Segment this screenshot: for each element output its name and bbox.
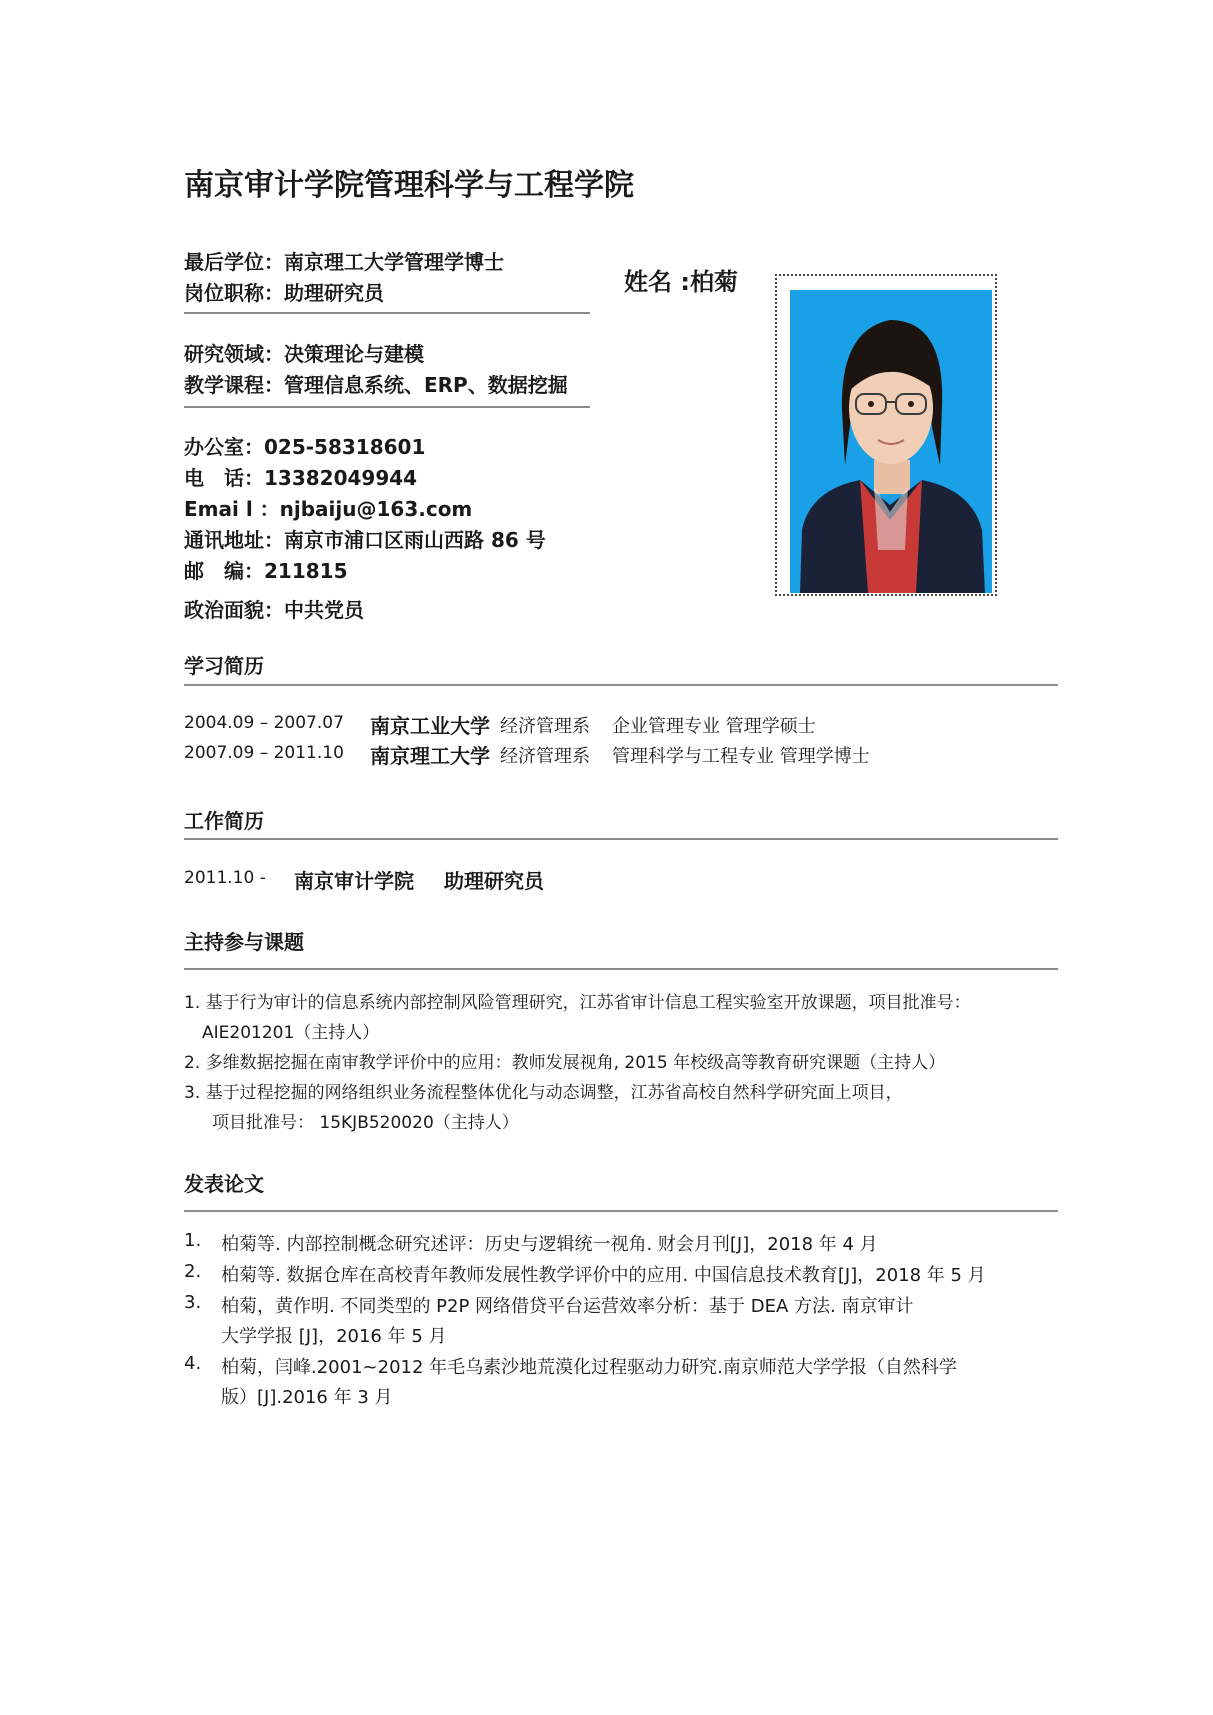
papers-heading: 发表论文 [184, 1172, 264, 1196]
address-line: 通讯地址：南京市浦口区雨山西路 86 号 [184, 528, 546, 552]
divider [184, 968, 1058, 970]
research-line: 研究领域：决策理论与建模 [184, 342, 424, 366]
project-line: AIE201201（主持人） [202, 1023, 380, 1043]
phone-line: 电 话：13382049944 [184, 466, 418, 490]
projects-heading: 主持参与课题 [184, 930, 304, 954]
politics-line: 政治面貌：中共党员 [184, 598, 364, 622]
postcode-line: 邮 编：211815 [184, 559, 348, 583]
degree-line: 最后学位：南京理工大学管理学博士 [184, 250, 504, 274]
paper-line: 版）[J].2016 年 3 月 [221, 1387, 393, 1408]
project-line: 2. 多维数据挖掘在南审教学评价中的应用：教师发展视角, 2015 年校级高等教育研究课题（主持人） [184, 1053, 946, 1073]
paper-line: 柏菊等. 数据仓库在高校青年教师发展性教学评价中的应用. 中国信息技术教育[J]，2018 年 5 月 [221, 1265, 986, 1286]
edu-dept: 经济管理系 [500, 716, 590, 737]
position-line: 岗位职称：助理研究员 [184, 281, 384, 305]
paper-number: 1. [184, 1230, 202, 1251]
edu-school: 南京工业大学 [370, 714, 490, 738]
name-label: 姓名 :柏菊 [624, 268, 738, 296]
paper-line: 大学学报 [J]，2016 年 5 月 [221, 1326, 447, 1347]
courses-line: 教学课程：管理信息系统、ERP、数据挖掘 [184, 373, 568, 397]
edu-dept: 经济管理系 [500, 746, 590, 767]
work-title: 助理研究员 [444, 869, 544, 893]
portrait-photo [790, 290, 992, 593]
paper-line: 柏菊，黄作明. 不同类型的 P2P 网络借贷平台运营效率分析：基于 DEA 方法. 南京审计 [221, 1296, 914, 1317]
divider [184, 312, 590, 314]
work-period: 2011.10 - [184, 868, 266, 888]
email-line: Emai l ：njbaiju@163.com [184, 497, 473, 521]
divider [184, 1210, 1058, 1212]
paper-number: 2. [184, 1261, 202, 1282]
work-heading: 工作简历 [184, 809, 264, 833]
divider [184, 838, 1058, 840]
paper-line: 柏菊，闫峰.2001~2012 年毛乌素沙地荒漠化过程驱动力研究.南京师范大学学报（自然科学 [221, 1357, 957, 1378]
edu-major: 管理科学与工程专业 管理学博士 [612, 746, 870, 767]
page-title: 南京审计学院管理科学与工程学院 [184, 168, 634, 203]
edu-major: 企业管理专业 管理学硕士 [612, 716, 816, 737]
work-org: 南京审计学院 [294, 869, 414, 893]
edu-period: 2007.09 – 2011.10 [184, 743, 344, 763]
edu-school: 南京理工大学 [370, 744, 490, 768]
paper-number: 3. [184, 1292, 202, 1313]
divider [184, 684, 1058, 686]
project-line: 1. 基于行为审计的信息系统内部控制风险管理研究，江苏省审计信息工程实验室开放课题，项目批准号： [184, 993, 971, 1013]
divider [184, 406, 590, 408]
office-line: 办公室：025-58318601 [184, 435, 426, 459]
project-line: 项目批准号： 15KJB520020（主持人） [212, 1113, 519, 1133]
project-line: 3. 基于过程挖掘的网络组织业务流程整体优化与动态调整，江苏省高校自然科学研究面上项目， [184, 1083, 903, 1103]
paper-number: 4. [184, 1353, 202, 1374]
education-heading: 学习简历 [184, 654, 264, 678]
edu-period: 2004.09 – 2007.07 [184, 713, 344, 733]
paper-line: 柏菊等. 内部控制概念研究述评：历史与逻辑统一视角. 财会月刊[J]，2018 年 4 月 [221, 1234, 878, 1255]
